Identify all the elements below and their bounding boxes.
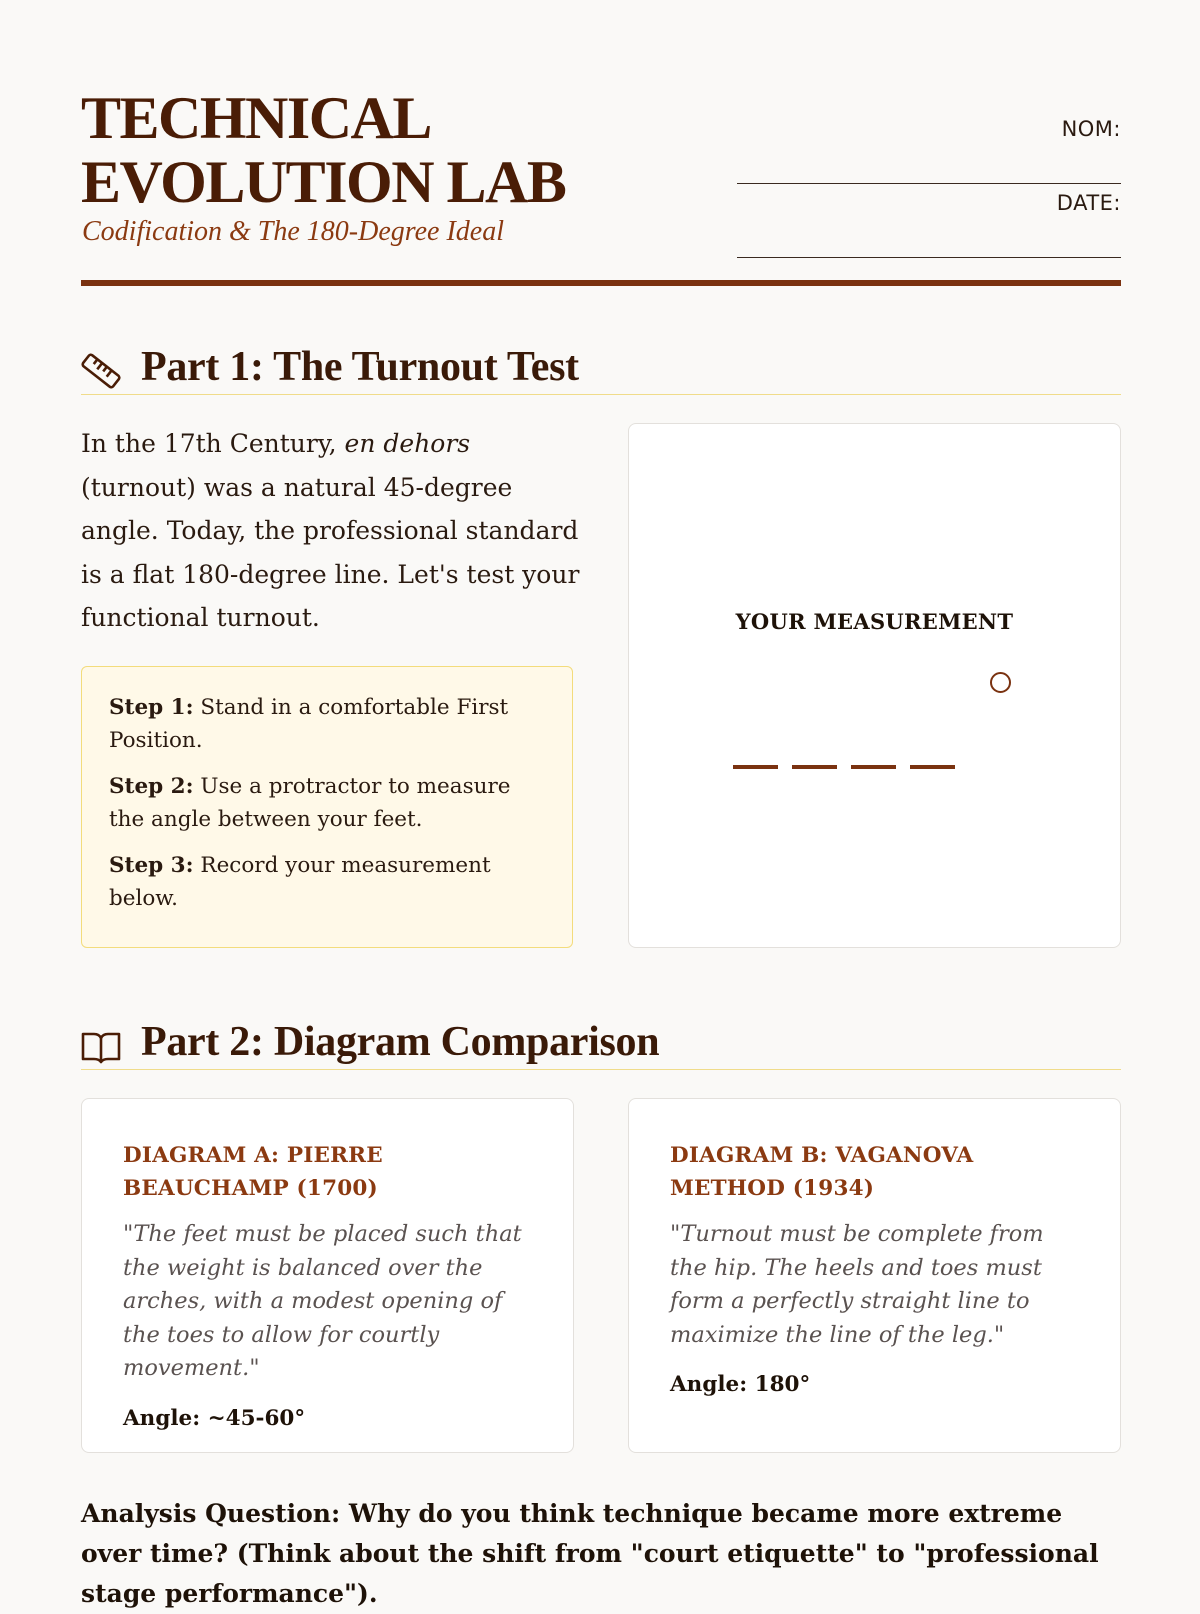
worksheet-page [81, 0, 1121, 1608]
name-field[interactable] [737, 110, 1121, 184]
step-2-text: Use a protractor to measure the angle between your feet. [109, 774, 511, 832]
step-2-label: Step 2: [109, 774, 194, 799]
worksheet-title [81, 86, 565, 214]
step-1-label: Step 1: [109, 695, 194, 720]
diagram-a-card [81, 1098, 574, 1453]
step-2 [109, 770, 546, 836]
degree-circle-icon [990, 672, 1011, 693]
step-1 [109, 691, 546, 757]
diagram-b-card [628, 1098, 1121, 1453]
part1-heading [81, 344, 1121, 395]
date-label: DATE: [1056, 191, 1121, 215]
step-3-label: Step 3: [109, 853, 194, 878]
diagram-a-title: DIAGRAM A: PIERRE BEAUCHAMP (1700) [123, 1143, 383, 1201]
analysis-question: Analysis Question: Why do you think technique became more extreme over time? (Think about the shift from "court etiquette" to "professional stage performance"). [81, 1499, 1099, 1608]
diagram-a-angle: Angle: ~45-60° [123, 1405, 306, 1431]
step-3-text: Record your measurement below. [109, 853, 491, 911]
intro-term: en dehors [344, 429, 471, 458]
book-icon [81, 1026, 121, 1066]
measurement-box [628, 423, 1121, 948]
ruler-icon [81, 351, 121, 391]
blank-digit-4[interactable] [910, 765, 955, 769]
header-divider [81, 280, 1121, 286]
part1-intro [81, 422, 581, 640]
student-fields [737, 110, 1121, 258]
part1-title: Part 1: The Turnout Test [141, 344, 579, 390]
name-label: NOM: [1061, 117, 1121, 141]
diagram-b-quote: "Turnout must be complete from the hip. The heels and toes must form a perfectly straight line to maximize the line of the leg." [670, 1221, 1044, 1348]
intro-after: (turnout) was a natural 45-degree angle. Today, the professional standard is a flat 180-degree line. Let's test your functional turnout. [81, 472, 580, 632]
measurement-label: YOUR MEASUREMENT [735, 609, 1014, 634]
diagram-a-quote: "The feet must be placed such that the weight is balanced over the arches, with a modest opening of the toes to allow for courtly movement." [123, 1221, 522, 1381]
intro-before: In the 17th Century, [81, 429, 345, 458]
blank-digit-3[interactable] [851, 765, 896, 769]
diagram-b-angle: Angle: 180° [670, 1372, 811, 1397]
part2-title: Part 2: Diagram Comparison [141, 1019, 660, 1065]
blank-digit-1[interactable] [733, 765, 778, 769]
title-line-2: EVOLUTION LAB [81, 149, 566, 215]
worksheet-subtitle: Codification & The 180-Degree Ideal [82, 216, 504, 247]
worksheet-header [81, 0, 1121, 290]
steps-box [81, 666, 573, 948]
part2-heading [81, 1019, 1121, 1070]
step-1-text: Stand in a comfortable First Position. [109, 695, 509, 753]
title-line-1: TECHNICAL [81, 85, 431, 151]
step-3 [109, 849, 546, 915]
date-field[interactable] [737, 184, 1121, 258]
diagram-b-title: DIAGRAM B: VAGANOVA METHOD (1934) [670, 1143, 974, 1201]
blank-digit-2[interactable] [792, 765, 837, 769]
